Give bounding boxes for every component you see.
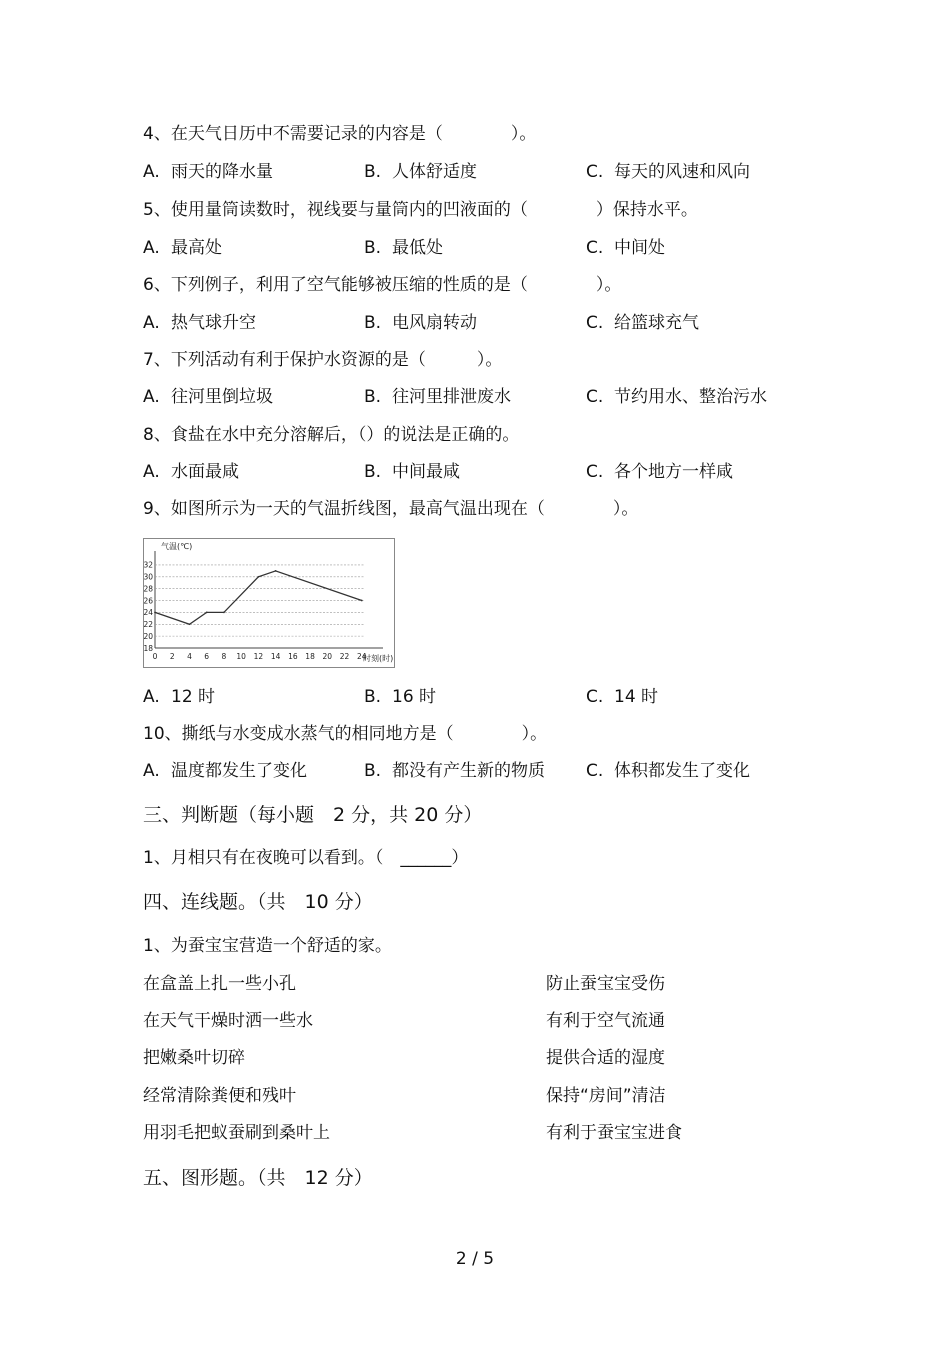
question-5: 5、使用量筒读数时，视线要与量筒内的凹液面的（ ）保持水平。 [143,200,698,220]
y-tick-label: 32 [143,560,153,570]
question-4: 4、在天气日历中不需要记录的内容是（ ）。 [143,124,537,144]
option-label: B. [364,687,382,707]
data-point [154,612,156,614]
option-label: B. [364,238,382,258]
option-label: C. [586,238,604,258]
option-9b [364,685,436,709]
section-5-title: 五、图形题。（共 12 分） [143,1167,373,1189]
y-tick-label: 22 [143,620,153,630]
option-text: 各个地方一样咸 [614,462,733,482]
option-7a [143,385,273,409]
matching-left-item: 经常清除粪便和残叶 [143,1086,296,1106]
y-tick-label: 18 [143,643,153,653]
x-tick-label: 16 [288,652,298,661]
option-5b [364,236,443,260]
question-7: 7、下列活动有利于保护水资源的是（ ）。 [143,350,503,370]
data-point [189,623,191,625]
matching-left-item: 用羽毛把蚁蚕刷到桑叶上 [143,1123,330,1143]
option-label: C. [586,462,604,482]
question-8: 8、食盐在水中充分溶解后，（）的说法是正确的。 [143,425,520,445]
matching-right-item: 有利于蚕宝宝进食 [546,1123,682,1143]
option-5c [586,236,665,260]
y-tick-label: 26 [143,596,153,606]
y-axis-label: 气温(℃) [161,542,193,551]
x-tick-label: 22 [339,652,350,661]
option-8a [143,460,239,484]
option-label: A. [143,462,160,482]
x-tick-label: 6 [204,652,210,661]
option-8c [586,460,733,484]
data-point [206,612,208,614]
section-3-title: 三、判断题（每小题 2 分，共 20 分） [143,804,483,826]
option-9a [143,685,215,709]
option-label: B. [364,462,382,482]
matching-left-item: 在天气干燥时洒一些水 [143,1011,313,1031]
option-label: C. [586,162,604,182]
y-tick-label: 20 [143,631,153,641]
matching-right-item: 提供合适的湿度 [546,1048,665,1068]
matching-right-item: 防止蚕宝宝受伤 [546,974,665,994]
y-tick-label: 24 [143,608,153,618]
judgment-item-1: 1、月相只有在夜晚可以看到。（ ______） [143,848,469,868]
option-text: 人体舒适度 [392,162,477,182]
option-label: B. [364,387,382,407]
data-point [223,612,225,614]
option-text: 中间处 [614,238,665,258]
x-tick-label: 14 [270,652,281,661]
option-label: C. [586,313,604,333]
y-tick-label: 30 [143,572,153,582]
x-tick-label: 2 [169,652,175,661]
temperature-line-chart [143,538,395,668]
x-tick-label: 24 [356,652,367,661]
option-text: 温度都发生了变化 [171,761,307,781]
x-tick-label: 18 [305,652,315,661]
matching-left-item: 把嫩桑叶切碎 [143,1048,245,1068]
option-7c [586,385,767,409]
option-label: B. [364,313,382,333]
option-text: 12 时 [171,687,216,707]
option-text: 中间最咸 [392,462,460,482]
x-axis-label: 时刻(时) [363,654,394,663]
x-tick-label: 0 [152,652,158,661]
matching-right-item: 保持“房间”清洁 [546,1086,666,1106]
option-text: 最高处 [171,238,222,258]
option-4b [364,160,477,184]
x-tick-label: 8 [221,652,227,661]
matching-intro: 1、为蚕宝宝营造一个舒适的家。 [143,936,392,956]
option-9c [586,685,658,709]
option-10c [586,759,750,783]
question-10: 10、撕纸与水变成水蒸气的相同地方是（ ）。 [143,724,548,744]
option-text: 每天的风速和风向 [614,162,750,182]
option-text: 14 时 [614,687,659,707]
option-text: 节约用水、整治污水 [614,387,767,407]
option-label: A. [143,761,160,781]
option-label: C. [586,387,604,407]
option-text: 热气球升空 [171,313,256,333]
data-point [257,576,259,578]
matching-left-item: 在盒盖上扎一些小孔 [143,974,296,994]
y-tick-label: 28 [143,584,153,594]
option-text: 雨天的降水量 [171,162,273,182]
x-tick-label: 4 [187,652,192,661]
option-text: 往河里排泄废水 [392,387,511,407]
option-4c [586,160,750,184]
data-point [275,570,277,572]
question-6: 6、下列例子，利用了空气能够被压缩的性质的是（ ）。 [143,275,622,295]
option-text: 水面最咸 [171,462,239,482]
data-point [361,600,363,602]
option-6b [364,311,477,335]
option-8b [364,460,460,484]
option-10b [364,759,545,783]
option-6a [143,311,256,335]
option-text: 都没有产生新的物质 [392,761,545,781]
option-10a [143,759,307,783]
option-4a [143,160,273,184]
question-9: 9、如图所示为一天的气温折线图，最高气温出现在（ ）。 [143,499,639,519]
section-4-title: 四、连线题。（共 10 分） [143,891,373,913]
x-tick-label: 12 [253,652,264,661]
option-text: 16 时 [392,687,437,707]
x-tick-label: 20 [322,652,333,661]
option-text: 往河里倒垃圾 [171,387,273,407]
option-text: 体积都发生了变化 [614,761,750,781]
option-label: C. [586,687,604,707]
option-label: A. [143,162,160,182]
option-5a [143,236,222,260]
option-text: 给篮球充气 [614,313,699,333]
option-text: 电风扇转动 [392,313,477,333]
option-label: A. [143,238,160,258]
x-tick-label: 10 [236,652,246,661]
page-number: 2 / 5 [455,1249,495,1269]
option-text: 最低处 [392,238,443,258]
matching-right-item: 有利于空气流通 [546,1011,665,1031]
option-label: A. [143,313,160,333]
option-7b [364,385,511,409]
option-label: A. [143,387,160,407]
option-label: B. [364,162,382,182]
option-label: C. [586,761,604,781]
option-6c [586,311,699,335]
option-label: B. [364,761,382,781]
option-label: A. [143,687,160,707]
